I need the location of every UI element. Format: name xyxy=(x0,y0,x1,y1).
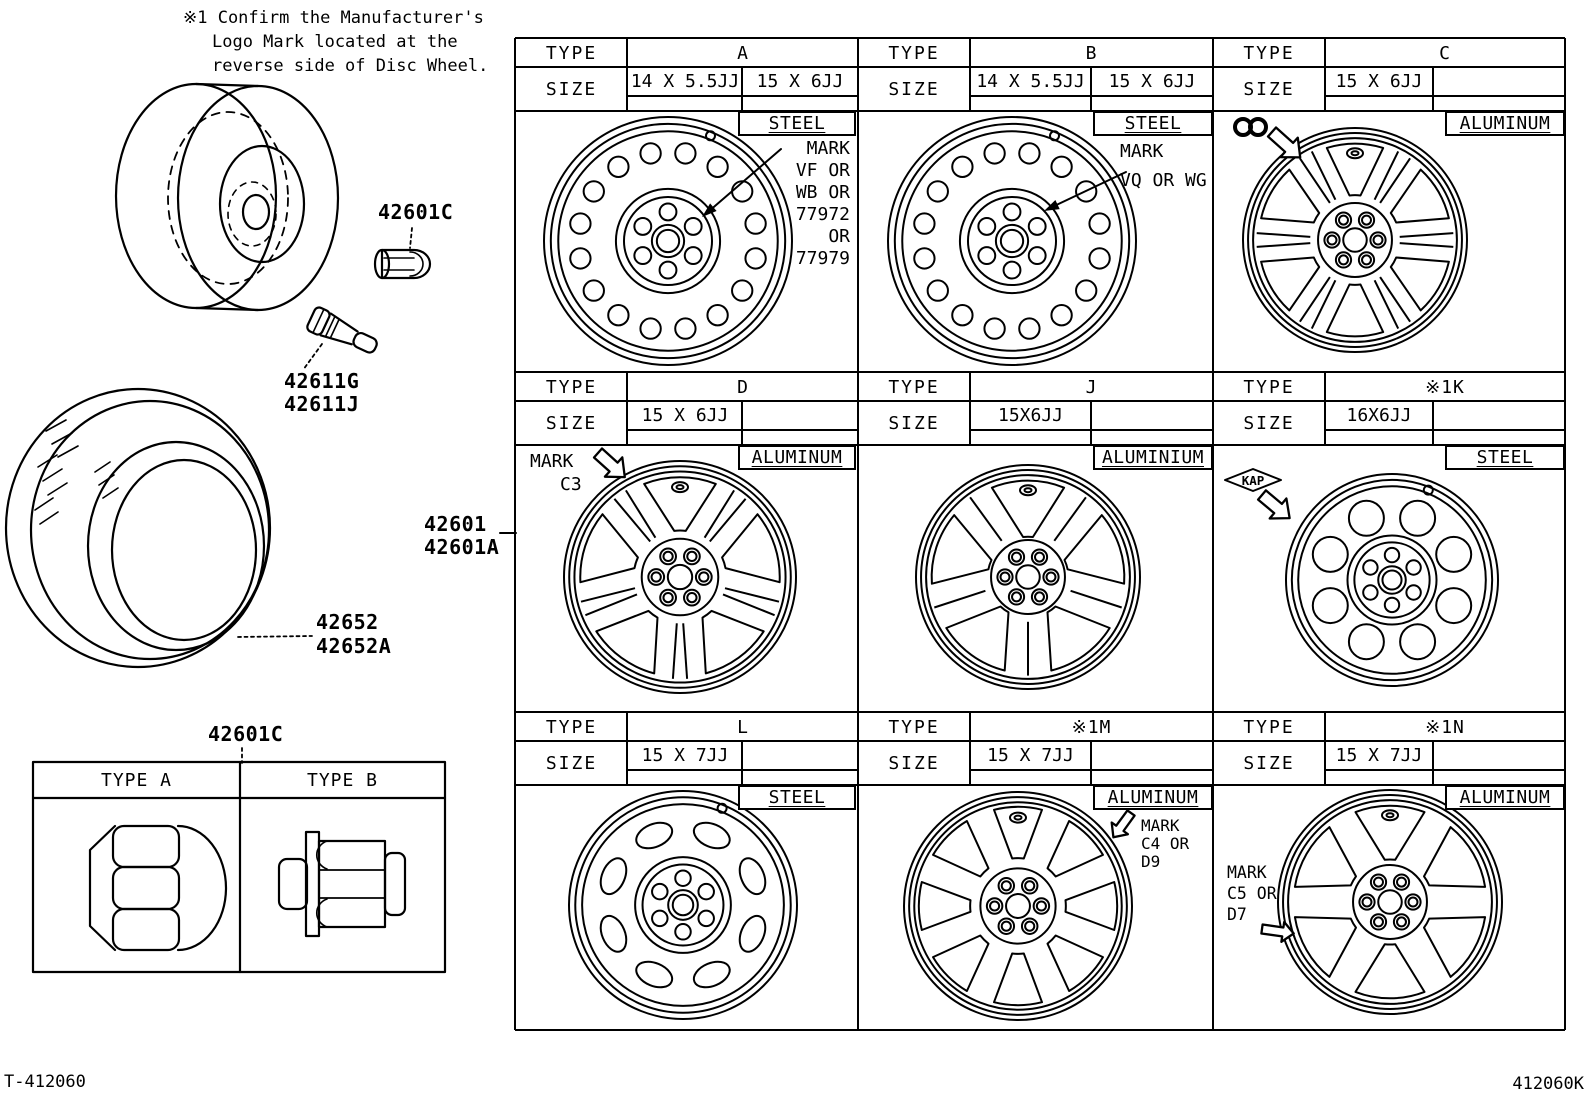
mark-line: MARK xyxy=(806,138,850,159)
mark-annotation-d-line2: C3 xyxy=(560,474,582,495)
steel-wheel-drawing xyxy=(1286,474,1498,686)
footnote-line-1: ※1 Confirm the Manufacturer's xyxy=(183,8,484,28)
mark-line: MARK xyxy=(1141,816,1180,835)
steel-wheel-drawing xyxy=(888,117,1136,365)
aluminum-wheel-drawing xyxy=(564,461,796,693)
type-value-k: ※1K xyxy=(1425,376,1465,398)
type-value-m: ※1M xyxy=(1071,716,1112,738)
nut-table-header-type-b: TYPE B xyxy=(306,769,379,791)
aluminum-wheel-drawing xyxy=(1278,790,1502,1014)
mark-line: OR xyxy=(828,226,850,247)
size-value: 15 X 7JJ xyxy=(1335,745,1423,766)
mark-line: 77972 xyxy=(795,204,850,225)
aluminum-wheel-drawing xyxy=(916,465,1140,689)
size-value: 16X6JJ xyxy=(1346,405,1412,426)
steel-wheel-drawing xyxy=(569,791,797,1019)
type-label-b: TYPE xyxy=(888,42,940,64)
type-label-j: TYPE xyxy=(888,376,940,398)
type-value-b: B xyxy=(1085,42,1098,64)
material-label-d: ALUMINUM xyxy=(738,445,856,470)
aluminum-wheel-drawing xyxy=(1243,128,1467,352)
mark-line: D9 xyxy=(1141,852,1161,871)
type-value-l: L xyxy=(737,716,749,738)
part-number-disc-wheel-a: 42601 xyxy=(424,512,487,536)
part-number-disc-wheel-b: 42601A xyxy=(424,535,500,559)
material-label-b: STEEL xyxy=(1093,111,1213,136)
type-label-d: TYPE xyxy=(545,376,598,398)
material-label-l: STEEL xyxy=(738,785,856,810)
size-label-d: SIZE xyxy=(545,413,598,434)
disc-wheel-drum-drawing xyxy=(116,84,338,310)
size-value: 15 X 6JJ xyxy=(1335,71,1423,92)
nut-table-header-type-a: TYPE A xyxy=(100,769,173,791)
mark-line: VF OR xyxy=(795,160,850,181)
mark-line: MARK xyxy=(1227,863,1267,882)
size-value: 14 X 5.5JJ xyxy=(976,71,1085,92)
nut-type-a-drawing xyxy=(90,826,226,950)
type-label-l: TYPE xyxy=(545,716,598,738)
mark-annotation-d-line1: MARK xyxy=(530,451,574,472)
type-value-a: A xyxy=(737,42,749,64)
size-label-a: SIZE xyxy=(545,79,598,100)
tire-tread-hatching xyxy=(35,420,118,524)
type-value-c: C xyxy=(1439,42,1451,64)
part-number-valve-a: 42611G xyxy=(284,369,360,393)
aluminum-wheel-drawing xyxy=(904,792,1132,1020)
footnote-line-2: Logo Mark located at the xyxy=(212,32,458,52)
mark-line: 77979 xyxy=(795,248,850,269)
wheel-drawings xyxy=(544,117,1502,1020)
material-label-c: ALUMINUM xyxy=(1445,111,1565,136)
size-value xyxy=(1433,741,1565,770)
type-label-m: TYPE xyxy=(888,716,940,738)
part-number-valve-b: 42611J xyxy=(284,392,360,416)
mark-line: VQ OR WG xyxy=(1120,170,1207,191)
type-label-k: TYPE xyxy=(1243,376,1295,398)
size-value: 15X6JJ xyxy=(997,405,1064,426)
type-value-n: ※1N xyxy=(1425,716,1465,738)
mark-annotation-b xyxy=(1120,137,1207,195)
size-label-b: SIZE xyxy=(888,79,940,100)
material-label-m: ALUMINUM xyxy=(1093,785,1213,810)
part-number-nut-table: 42601C xyxy=(208,722,284,746)
material-label-a: STEEL xyxy=(738,111,856,136)
size-value: 15 X 7JJ xyxy=(641,745,729,766)
drawing-ref-left: T-412060 xyxy=(4,1072,86,1092)
size-label-c: SIZE xyxy=(1243,79,1295,100)
type-label-c: TYPE xyxy=(1243,42,1295,64)
mark-line: WB OR xyxy=(795,182,850,203)
size-value xyxy=(1433,401,1565,430)
mark-line: C5 OR xyxy=(1227,884,1277,903)
mark-annotation-a xyxy=(744,138,850,270)
type-label-n: TYPE xyxy=(1243,716,1295,738)
size-value: 14 X 5.5JJ xyxy=(630,71,740,92)
size-label-l: SIZE xyxy=(545,753,598,774)
material-label-n: ALUMINUM xyxy=(1445,785,1565,810)
drawing-ref-right: 412060K xyxy=(1512,1074,1584,1094)
mark-annotation-n xyxy=(1227,862,1277,925)
mark-line: MARK xyxy=(1120,141,1164,162)
type-value-d: D xyxy=(737,376,749,398)
mark-line: D7 xyxy=(1227,905,1247,924)
size-label-n: SIZE xyxy=(1243,753,1295,774)
size-value xyxy=(1091,741,1213,770)
footnote-line-3: reverse side of Disc Wheel. xyxy=(212,56,489,76)
size-value xyxy=(742,401,858,430)
mark-line: C4 OR xyxy=(1141,834,1190,853)
size-label-k: SIZE xyxy=(1243,413,1295,434)
grid-lines xyxy=(515,38,1565,1030)
tire-drawing xyxy=(6,389,270,667)
type-value-j: J xyxy=(1085,376,1098,398)
size-value: 15 X 6JJ xyxy=(756,71,844,92)
size-value xyxy=(742,741,858,770)
interlocked-rings-logo-icon xyxy=(1235,119,1266,135)
size-value xyxy=(1091,401,1213,430)
kap-logo-label: KAP xyxy=(1241,473,1265,488)
type-label-a: TYPE xyxy=(545,42,598,64)
mark-annotation-m xyxy=(1141,817,1189,871)
size-label-m: SIZE xyxy=(888,753,940,774)
material-label-j: ALUMINIUM xyxy=(1093,445,1213,470)
size-value: 15 X 6JJ xyxy=(1108,71,1196,92)
hub-nut-drawing xyxy=(375,250,430,278)
material-label-k: STEEL xyxy=(1445,445,1565,470)
part-number-tire-b: 42652A xyxy=(316,634,392,658)
part-number-tire-a: 42652 xyxy=(316,610,379,634)
size-value: 15 X 6JJ xyxy=(641,405,729,426)
size-value: 15 X 7JJ xyxy=(987,745,1074,766)
part-number-hub-nut: 42601C xyxy=(378,200,454,224)
size-label-j: SIZE xyxy=(888,413,940,434)
nut-type-b-drawing xyxy=(279,832,405,936)
size-value xyxy=(1433,67,1565,96)
